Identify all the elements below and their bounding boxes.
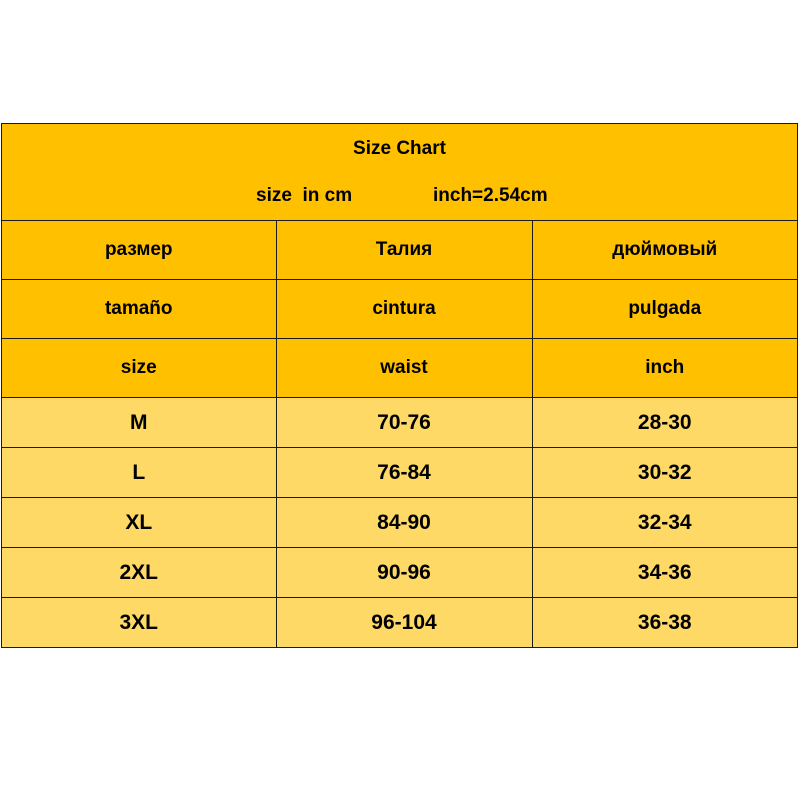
chart-title: Size Chart [353,138,446,159]
header-cell-waist: cintura [276,280,532,339]
subtitle-inch-conversion: inch=2.54cm [433,185,548,206]
table-row [2,598,797,648]
waist-cell: 70-76 [276,398,532,448]
inch-cell: 30-32 [532,448,797,498]
header-row-spanish [2,280,797,339]
size-cell: 2XL [2,548,276,598]
size-cell: XL [2,498,276,548]
size-table [2,221,797,647]
size-cell: L [2,448,276,498]
size-cell: 3XL [2,598,276,648]
table-row [2,448,797,498]
waist-cell: 96-104 [276,598,532,648]
table-row [2,548,797,598]
header-cell-waist: Талия [276,221,532,280]
header-cell-inch: дюймовый [532,221,797,280]
header-cell-waist: waist [276,339,532,398]
inch-cell: 32-34 [532,498,797,548]
waist-cell: 90-96 [276,548,532,598]
header-cell-inch: inch [532,339,797,398]
waist-cell: 84-90 [276,498,532,548]
header-cell-size: размер [2,221,276,280]
inch-cell: 36-38 [532,598,797,648]
header-row-english [2,339,797,398]
header-row-russian [2,221,797,280]
subtitle-cm-note: size in cm [256,185,353,206]
inch-cell: 34-36 [532,548,797,598]
size-cell: M [2,398,276,448]
header-cell-inch: pulgada [532,280,797,339]
waist-cell: 76-84 [276,448,532,498]
title-block [2,124,797,221]
header-cell-size: tamaño [2,280,276,339]
table-row [2,498,797,548]
table-row [2,398,797,448]
header-cell-size: size [2,339,276,398]
inch-cell: 28-30 [532,398,797,448]
size-chart [1,123,798,648]
